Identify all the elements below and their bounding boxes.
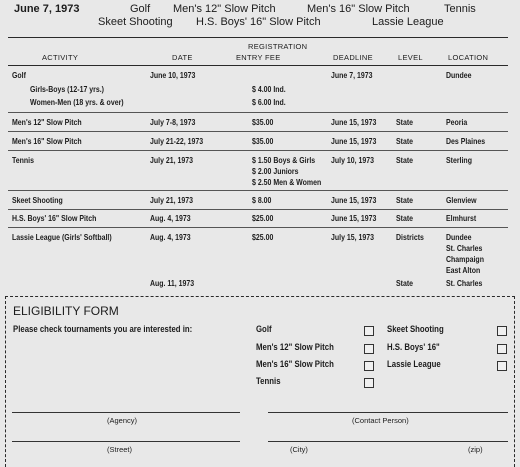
option-hsboys-label: H.S. Boys' 16" (387, 342, 440, 353)
lassie-fee: $25.00 (252, 232, 274, 242)
col-date: DATE (172, 53, 193, 62)
lassie-deadline: July 15, 1973 (331, 232, 375, 242)
option-lassie-label: Lassie League (387, 359, 441, 370)
lassie-location-3: Champaign (446, 254, 484, 264)
checkbox-tennis[interactable] (364, 378, 374, 388)
col-fee: ENTRY FEE (236, 53, 281, 62)
tennis-location: Sterling (446, 155, 472, 165)
skeet-deadline: June 15, 1973 (331, 195, 377, 205)
golf-date: June 10, 1973 (150, 70, 196, 80)
option-skeet-label: Skeet Shooting (387, 324, 444, 335)
golf-sub2: Women-Men (18 yrs. & over) (30, 97, 124, 107)
golf-sub2-fee: $ 6.00 Ind. (252, 97, 286, 107)
lassie-date2: Aug. 11, 1973 (150, 278, 195, 288)
zip-label: (zip) (468, 445, 483, 454)
tennis-fee2: $ 2.00 Juniors (252, 166, 299, 176)
lassie-level: Districts (396, 232, 424, 242)
city-label: (City) (290, 445, 308, 454)
registration-label: REGISTRATION (248, 42, 308, 51)
checkbox-mens16[interactable] (364, 361, 374, 371)
mens16-location: Des Plaines (446, 136, 486, 146)
mens16-fee: $35.00 (252, 136, 274, 146)
golf-sub1: Girls-Boys (12-17 yrs.) (30, 84, 104, 94)
lassie-location-4: East Alton (446, 265, 481, 275)
tennis-date: July 21, 1973 (150, 155, 194, 165)
skeet-fee: $ 8.00 (252, 195, 272, 205)
hsboys-date: Aug. 4, 1973 (150, 213, 191, 223)
mens12-fee: $35.00 (252, 117, 274, 127)
header-mens16: Men's 16" Slow Pitch (307, 3, 410, 15)
tennis-fee3: $ 2.50 Men & Women (252, 177, 322, 187)
hsboys-level: State (396, 213, 414, 223)
header-skeet: Skeet Shooting (98, 16, 173, 28)
hsboys-location: Elmhurst (446, 213, 477, 223)
option-golf-label: Golf (256, 324, 272, 335)
street-field[interactable] (12, 441, 240, 442)
mens12-date: July 7-8, 1973 (150, 117, 196, 127)
tennis-fee1: $ 1.50 Boys & Girls (252, 155, 316, 165)
checkbox-lassie[interactable] (497, 361, 507, 371)
golf-deadline: June 7, 1973 (331, 70, 373, 80)
checkbox-skeet[interactable] (497, 326, 507, 336)
tennis-activity: Tennis (12, 155, 34, 165)
col-deadline: DEADLINE (333, 53, 373, 62)
col-location: LOCATION (448, 53, 489, 62)
col-level: LEVEL (398, 53, 423, 62)
form-title: ELIGIBILITY FORM (13, 304, 119, 318)
contact-person-field[interactable] (268, 412, 508, 413)
hsboys-deadline: June 15, 1973 (331, 213, 377, 223)
hsboys-fee: $25.00 (252, 213, 274, 223)
header-date: June 7, 1973 (14, 3, 80, 15)
mens12-deadline: June 15, 1973 (331, 117, 377, 127)
skeet-date: July 21, 1973 (150, 195, 194, 205)
row-rule (8, 227, 508, 228)
mens16-activity: Men's 16" Slow Pitch (12, 136, 82, 146)
skeet-level: State (396, 195, 414, 205)
mens12-level: State (396, 117, 414, 127)
golf-sub1-fee: $ 4.00 Ind. (252, 84, 286, 94)
tennis-level: State (396, 155, 414, 165)
table-header-rule (8, 65, 508, 66)
form-instruction: Please check tournaments you are interested in: (13, 324, 193, 335)
row-rule (8, 131, 508, 132)
col-activity: ACTIVITY (42, 53, 79, 62)
street-label: (Street) (107, 445, 133, 454)
golf-activity: Golf (12, 70, 26, 80)
header-hsboys: H.S. Boys' 16" Slow Pitch (196, 16, 321, 28)
city-zip-field[interactable] (268, 441, 508, 442)
lassie-level2: State (396, 278, 414, 288)
lassie-activity: Lassie League (Girls' Softball) (12, 232, 112, 242)
mens12-activity: Men's 12" Slow Pitch (12, 117, 82, 127)
agency-label: (Agency) (107, 416, 138, 425)
row-rule (8, 150, 508, 151)
header-rule (8, 37, 508, 38)
mens12-location: Peoria (446, 117, 468, 127)
tennis-deadline: July 10, 1973 (331, 155, 375, 165)
checkbox-hsboys[interactable] (497, 344, 507, 354)
hsboys-activity: H.S. Boys' 16" Slow Pitch (12, 213, 97, 223)
contact-person-label: (Contact Person) (352, 416, 409, 425)
row-rule (8, 209, 508, 210)
agency-field[interactable] (12, 412, 240, 413)
header-mens12: Men's 12" Slow Pitch (173, 3, 276, 15)
lassie-location-1: Dundee (446, 232, 472, 242)
mens16-date: July 21-22, 1973 (150, 136, 204, 146)
skeet-activity: Skeet Shooting (12, 195, 63, 205)
header-golf: Golf (130, 3, 151, 15)
mens16-deadline: June 15, 1973 (331, 136, 377, 146)
header-lassie: Lassie League (372, 16, 444, 28)
lassie-location2: St. Charles (446, 278, 483, 288)
header-tennis: Tennis (444, 3, 476, 15)
lassie-location-2: St. Charles (446, 243, 483, 253)
option-mens12-label: Men's 12" Slow Pitch (256, 342, 334, 353)
option-mens16-label: Men's 16" Slow Pitch (256, 359, 334, 370)
mens16-level: State (396, 136, 414, 146)
row-rule (8, 190, 508, 191)
lassie-date: Aug. 4, 1973 (150, 232, 191, 242)
skeet-location: Glenview (446, 195, 477, 205)
checkbox-mens12[interactable] (364, 344, 374, 354)
row-rule (8, 112, 508, 113)
option-tennis-label: Tennis (256, 376, 281, 387)
golf-location: Dundee (446, 70, 472, 80)
checkbox-golf[interactable] (364, 326, 374, 336)
